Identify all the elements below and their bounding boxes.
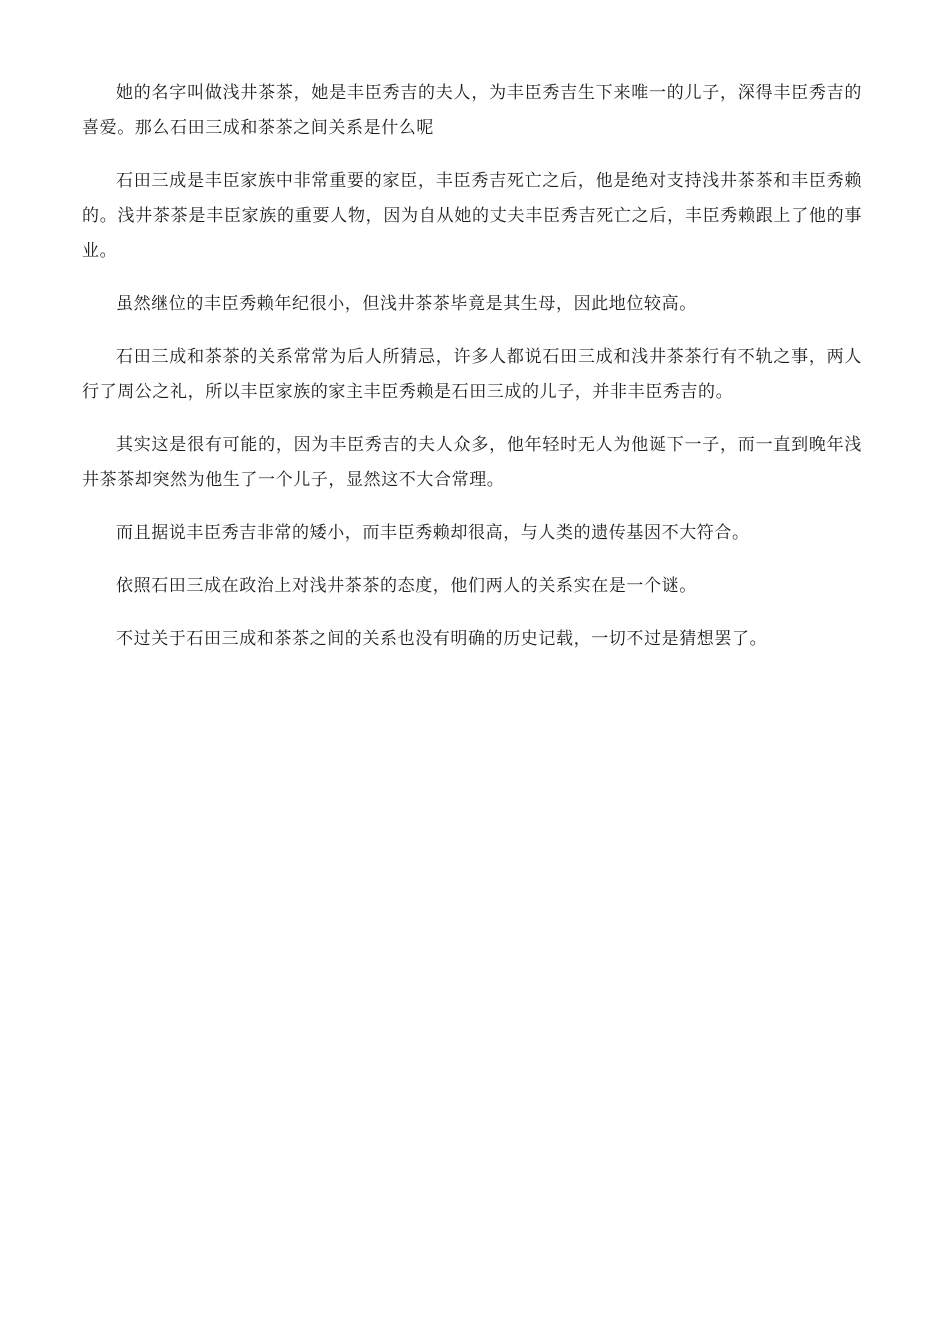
paragraph: 石田三成是丰臣家族中非常重要的家臣，丰臣秀吉死亡之后，他是绝对支持浅井茶茶和丰臣秀赖的。浅井茶茶是丰臣家族的重要人物，因为自从她的丈夫丰臣秀吉死亡之后，丰臣秀赖跟上了他的事业。 [82,171,862,261]
document-body [82,76,862,675]
paragraph: 而且据说丰臣秀吉非常的矮小，而丰臣秀赖却很高，与人类的遗传基因不大符合。 [116,523,750,543]
paragraph: 依照石田三成在政治上对浅井茶茶的态度，他们两人的关系实在是一个谜。 [116,576,697,596]
paragraph: 虽然继位的丰臣秀赖年纪很小，但浅井茶茶毕竟是其生母，因此地位较高。 [116,294,697,314]
paragraph: 不过关于石田三成和茶茶之间的关系也没有明确的历史记载，一切不过是猜想罢了。 [116,629,768,649]
paragraph: 她的名字叫做浅井茶茶，她是丰臣秀吉的夫人，为丰臣秀吉生下来唯一的儿子，深得丰臣秀吉的喜爱。那么石田三成和茶茶之间关系是什么呢 [82,83,862,138]
paragraph: 石田三成和茶茶的关系常常为后人所猜忌，许多人都说石田三成和浅井茶茶行有不轨之事，两人行了周公之礼，所以丰臣家族的家主丰臣秀赖是石田三成的儿子，并非丰臣秀吉的。 [82,347,862,402]
paragraph: 其实这是很有可能的，因为丰臣秀吉的夫人众多，他年轻时无人为他诞下一子，而一直到晚年浅井茶茶却突然为他生了一个儿子，显然这不大合常理。 [82,435,862,490]
